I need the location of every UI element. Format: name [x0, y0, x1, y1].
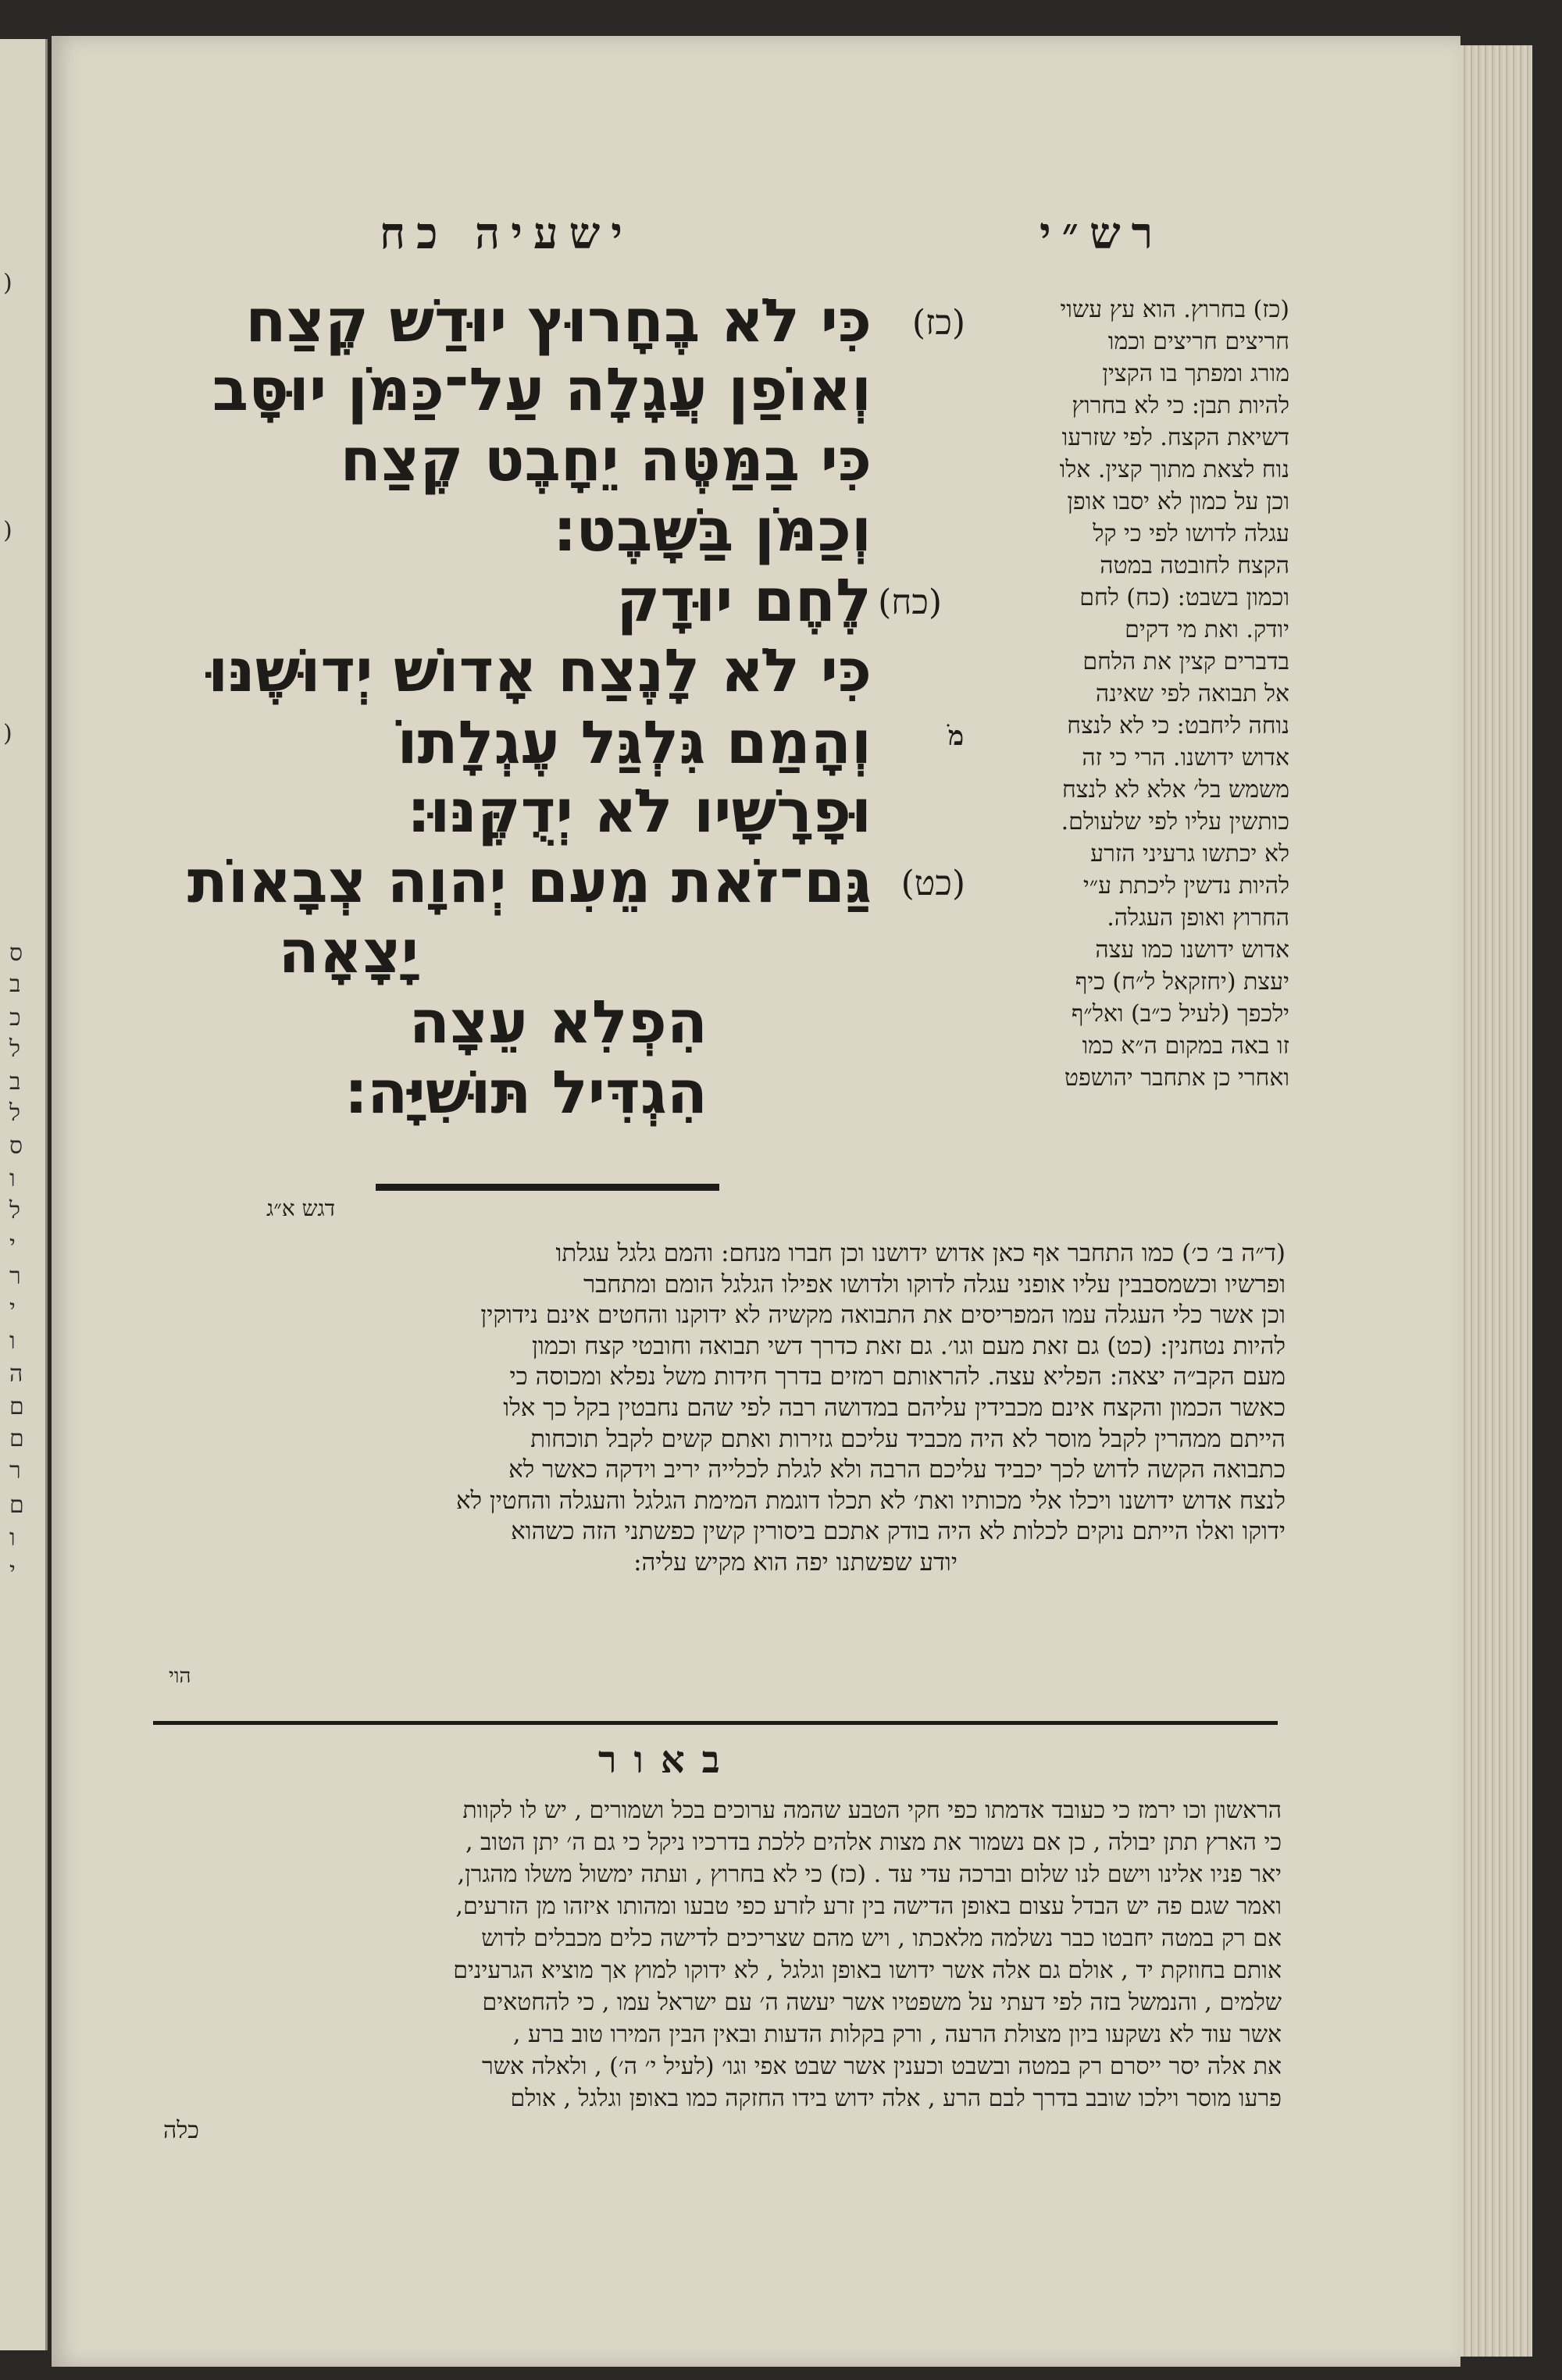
rashi-line: כתבואה הקשה לדוש לכך יכביד עליכם הרבה ולא לגלת לכלייה יריב וידקה כאשר לא — [508, 1455, 1286, 1484]
verse-line: הִפְלִא עֵצָה — [408, 987, 708, 1056]
facing-page-glyph: י — [9, 1231, 16, 1258]
rashi-line: כאשר הכמון והקצח אינם מכבידין עליהם במדושה רבה לפי שהם נחבטין בקל כך אלו — [503, 1393, 1286, 1422]
rashi-line: אדוש ידושנו כמו עצה — [1095, 936, 1289, 964]
rashi-line: החרוץ ואופן העגלה. — [1107, 904, 1289, 932]
verse-line: וּפָרָשָׁיו לֹא יְדֻקֶּנּוּ׃ — [408, 776, 872, 846]
biur-divider-rule — [153, 1721, 1278, 1725]
biur-catchword: כלה — [163, 2117, 199, 2144]
facing-page-glyph: ס — [9, 939, 23, 967]
verse-divider-rule — [376, 1184, 719, 1191]
rashi-line: נוחה ליחבט: כי לא לנצח — [1067, 712, 1289, 739]
verse-line: הִגְדִּיל תּוּשִׁיָּה׃ — [344, 1057, 708, 1127]
facing-page-glyph: ם — [9, 1491, 24, 1519]
facing-page-glyph: ו — [9, 1327, 16, 1355]
rashi-line: יודע שפשתנו יפה הוא מקיש עליה: — [633, 1548, 958, 1577]
rashi-line: דשיאת הקצח. לפי שזרעו — [1061, 424, 1289, 451]
facing-page-glyph: ל — [9, 1197, 21, 1224]
verse-number: (כט) — [900, 864, 965, 903]
facing-page-glyph: ב — [9, 971, 21, 998]
rashi-line: יודק. ואת מי דקים — [1125, 616, 1289, 643]
rashi-line: ידוקו ואלו הייתם נוקים לכלות לא היה בודק אתכם ביסורין קשין כפשתני הזה כשהוא — [511, 1517, 1286, 1546]
facing-page-glyph: ) — [3, 720, 12, 747]
rashi-line: אל תבואה לפי שאינה — [1095, 680, 1289, 707]
biur-line: שלמים , והנמשל בזה לפי דעתי על משפטיו אשר יעשה ה׳ עם ישראל עמו , כי להחטאים — [482, 1989, 1282, 2016]
facing-page-glyph: ה — [9, 1360, 23, 1388]
verse-line: וְכַמֹּן בַּשָּׁבֶט׃ — [554, 495, 872, 565]
rashi-line: משמש בל׳ אלא לא לנצח — [1062, 776, 1289, 803]
margin-mark: מׂ — [948, 721, 965, 752]
rashi-line: הייתם ממהרין לקבל מוסר לא היה מכביד עליכם גזירות ואתם קשים לקבל תוכחות — [530, 1424, 1286, 1453]
facing-page-glyph: ר — [9, 1263, 21, 1290]
biur-line: אותם בחוזקת יד , אולם גם אלה אשר ידושו באופן וגלגל , לא ידוקו למוץ אך מוציא הגרעינים — [453, 1957, 1282, 1984]
verse-line: כִּי בַמַּטֶּה יֵחָבֶט קֶצַח — [340, 425, 872, 494]
biur-heading: באור — [598, 1738, 737, 1782]
rashi-line: עגלה לדושו לפי כי קל — [1093, 520, 1289, 547]
rashi-line: מעם הקב״ה יצאה: הפליא עצה. להראותם רמזים בדרך חידות משל נפלא ומכוסה כי — [509, 1363, 1286, 1391]
biur-line: כי הארץ תתן יבולה , כן אם נשמור את מצות אלהים ללכת בדרכיו ניקל כי גם ה׳ יתן הטוב , — [465, 1829, 1282, 1856]
verse-line: כִּי לֹא בֶחָרוּץ יוּדַשׁ קֶצַח — [245, 286, 872, 355]
verse-line: כִּי לֹא לָנֶצַח אָדוֹשׁ יְדוּשֶׁנּוּ — [208, 636, 872, 705]
facing-page-glyph: ר — [9, 1457, 21, 1484]
rashi-line: להיות נדשין ליכתת ע״י — [1082, 872, 1289, 900]
rashi-line: מורג ומפתך בו הקצין — [1102, 360, 1289, 387]
rashi-line: להיות תבן: כי לא בחרוץ — [1072, 392, 1289, 419]
rashi-line: וכן אשר כלי העגלה עמו המפריסים את התבואה מקשיה לא ידוקנו והחטים אינם נידוקין — [480, 1301, 1286, 1330]
facing-page-glyph: כ — [9, 1004, 21, 1031]
verse-number: (כז) — [911, 303, 965, 343]
rashi-commentary-continued — [161, 1238, 1286, 1579]
biur-line: אם רק במטה יחבטו כבר נשלמה מלאכתו , ויש מהם שצריכים לדישה כלים מכבלים לדוש — [481, 1925, 1282, 1952]
rashi-line: (ד״ה ב׳ כ׳) כמו התחבר אף כאן אדוש ידושנו וכן חברו מנחם: והמם גלגל עגלתו — [555, 1239, 1286, 1267]
biur-line: יאר פניו אלינו וישם לנו שלום וברכה עדי עד . (כז) כי לא בחרוץ , ועתה ימשול משלו מהגרן, — [457, 1861, 1282, 1888]
rashi-line: אדוש ידושנו. הרי כי זה — [1082, 744, 1289, 771]
scripture-text — [161, 286, 965, 1192]
rashi-line: וכמון בשבט: (כח) לחם — [1079, 584, 1289, 611]
rashi-line: (כז) בחרוץ. הוא עץ עשוי — [1060, 296, 1289, 323]
rashi-line: לא יכתשו גרעיני הזרע — [1090, 840, 1289, 868]
rashi-line: ואחרי כן אתחבר יהושפט — [1064, 1064, 1289, 1092]
catchword: הוי — [169, 1665, 191, 1688]
facing-page-glyph: ל — [9, 1099, 21, 1127]
rashi-line: להיות נטחנין: (כט) גם זאת מעם וגו׳. גם זאת כדרך דשי תבואה וחובטי קצח וכמון — [531, 1331, 1286, 1360]
page-block-edge — [1459, 45, 1532, 2357]
verse-line: וְהָמַם גִּלְגַּל עֶגְלָתוֹ — [397, 707, 872, 777]
facing-page-glyph: ל — [9, 1035, 21, 1063]
biur-line: את אלה יסר ייסרם רק במטה ובשבט וכענין אשר שבט אפי וגו׳ (לעיל י׳ ה׳) , ולאלה אשר — [482, 2053, 1282, 2080]
rashi-line: ילכפך (לעיל כ״ב) ואל״ף — [1071, 1000, 1289, 1028]
verse-line: יָצָאָה — [278, 917, 419, 986]
verse-line: גַּם־זֹאת מֵעִם יְהוָה צְבָאוֹת — [187, 846, 872, 916]
rashi-line: כותשין עליו לפי שלעולם. — [1061, 808, 1289, 835]
running-head-rashi: רש״י — [1040, 208, 1164, 259]
facing-page-edge — [0, 39, 48, 2350]
biur-line: אשר עוד לא נשקעו ביון מצולת הרעה , ורק בקלות הדעות ובאין הבין המירו טוב ברע , — [512, 2021, 1282, 2048]
rashi-line: לנצח אדוש ידושנו ויכלו אלי מכותיו ואת׳ לא תכלו דוגמת המימת הגלגל והעגלה והחטין לא — [455, 1486, 1286, 1515]
facing-page-glyph: י — [9, 1557, 16, 1584]
verse-line: וְאוֹפַן עֲגָלָה עַל־כַּמֹּן יוּסָּב — [212, 355, 872, 424]
rashi-line: זו באה במקום ה״א כמו — [1082, 1032, 1289, 1060]
biur-commentary — [157, 1794, 1282, 2147]
verse-line: לֶחֶם יוּדָק — [616, 565, 872, 635]
biur-line: הראשון וכו ירמז כי כעובד אדמתו כפי חקי הטבע שהמה ערוכים בכל ושמורים , יש לו לקוות — [462, 1797, 1282, 1824]
book-page — [52, 36, 1460, 2367]
facing-page-glyph: ) — [3, 269, 12, 297]
facing-page-glyph: י — [9, 1295, 16, 1322]
rashi-line: בדברים קצין את הלחם — [1082, 648, 1289, 675]
biur-line: ואמר שגם פה יש הבדל עצום באופן הדישה בין זרע לזרע כפי טבעו ומהותו איזהו מן הזרעים, — [455, 1893, 1282, 1920]
facing-page-glyph: ם — [9, 1393, 24, 1420]
facing-page-glyph: ) — [3, 517, 12, 544]
verse-number: (כח) — [878, 583, 942, 622]
facing-page-glyph: ו — [9, 1524, 16, 1552]
facing-page-glyph: ם — [9, 1425, 24, 1452]
rashi-line: וכן על כמון לא יסבו אופן — [1067, 488, 1289, 515]
masorah-note: דגש א״ג — [266, 1195, 336, 1221]
rashi-line: יעצת (יחזקאל ל״ח) כיף — [1075, 968, 1289, 996]
rashi-line: הקצח לחובטה במטה — [1100, 552, 1289, 579]
rashi-line: ופרשיו וכשמסבבין עליו אופני עגלה לדוקו ולדושו אפילו הגלגל הומם ומתחבר — [583, 1270, 1286, 1299]
biur-line: פרעו מוסר וילכו שובב בדרך לבם הרע , אלה ידוש בידו החזקה כמו באופן וגלגל , אולם — [510, 2085, 1282, 2112]
rashi-line: חריצים חריצים וכמו — [1107, 328, 1289, 355]
facing-page-glyph: ו — [9, 1165, 16, 1192]
rashi-commentary-column — [961, 294, 1289, 1227]
rashi-line: נוח לצאת מתוך קצין. אלו — [1059, 456, 1289, 483]
facing-page-glyph: ב — [9, 1068, 21, 1096]
running-head-book-chapter: ישעיה כח — [380, 208, 633, 259]
facing-page-glyph: ס — [9, 1132, 23, 1160]
